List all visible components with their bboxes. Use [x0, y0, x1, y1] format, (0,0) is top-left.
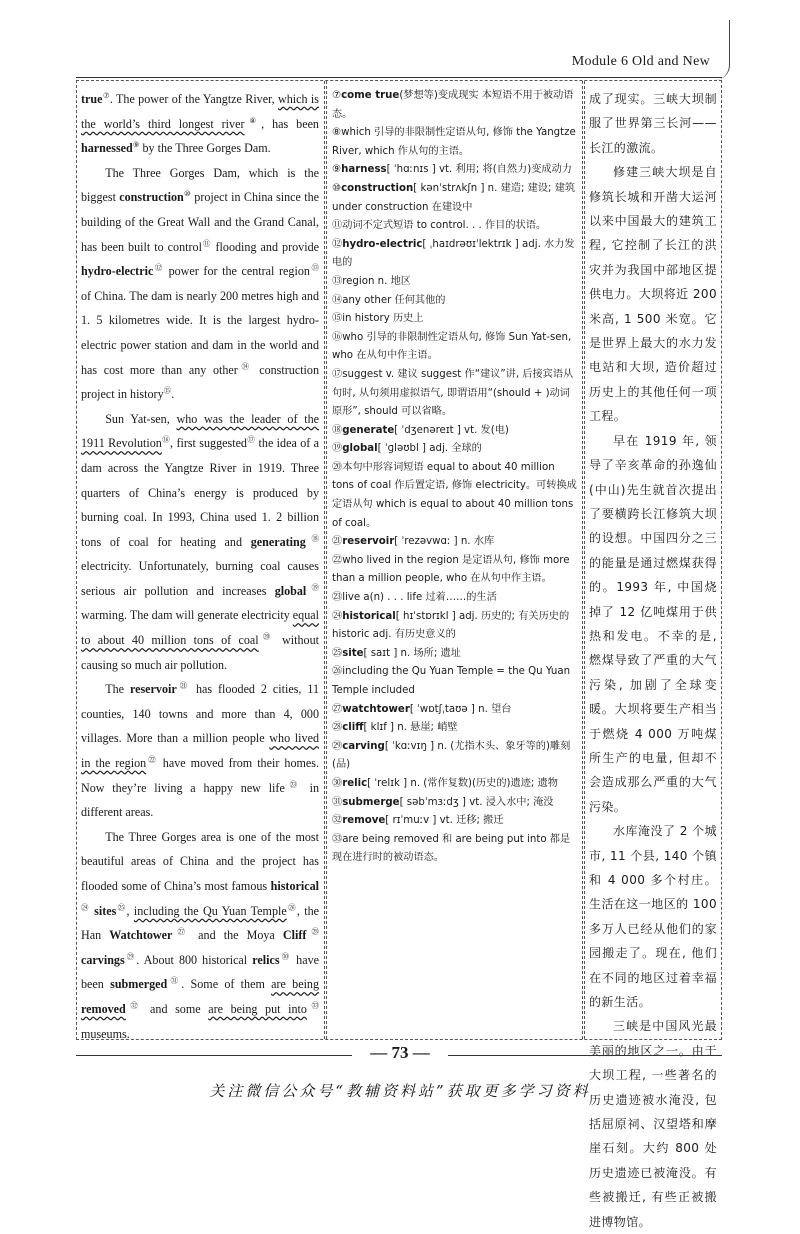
note-headword: cliff — [342, 722, 364, 734]
translation-paragraph: 早在 1919 年, 领导了辛亥革命的孙逸仙(中山)先生就首次提出了要横跨长江修筑大坝的设想。中国四分之三的能量是通过燃煤获得的。1993 年, 中国烧掉了 12 亿吨煤用于供热和发电。不幸的是, 燃煤导致了严重的大气污染, 加剧了全球变暖。大坝将要生产相当于燃烧 4 000 万吨煤所生产的电量, 但却不会造成那么严重的大气污染。 — [589, 433, 717, 814]
column-divider — [324, 81, 325, 1039]
passage-paragraph: The Three Gorges area is one of the most beautiful areas of China and the project has flooded some of China’s most famous historical$^㉔$ sites$^㉕$, including the Qu Yuan Temple$^㉖$, the Han Watchtower$^㉗$ and the Moya Cliff$^㉘$ carvings$^㉙$. About 800 historical relics$^㉚$ have been submerged$^㉛$. Some of them are being removed$^㉜$ and some are being put into$^㉝$ museums. — [81, 829, 320, 1041]
vocab-note — [332, 180, 577, 217]
note-body: any other 任何其他的 — [342, 294, 446, 306]
translation-paragraph: 修建三峡大坝是自修筑长城和开凿大运河以来中国最大的建筑工程, 它控制了长江的洪灾并为我国中部地区提供电力。大坝将近 200 米高, 1 500 米宽。它是世界上最大的水力发电站和大坝, 造价超过历史上的其他任何一项工程。 — [589, 165, 717, 424]
note-number: ㉖ — [332, 666, 343, 678]
note-body: [ ˈrelɪk ] n. (常作复数)(历史的)遗迹; 遗物 — [367, 777, 558, 789]
note-headword: relic — [342, 777, 368, 789]
note-number: ㉜ — [332, 815, 343, 827]
vocab-note — [332, 812, 577, 831]
vocab-note — [332, 663, 577, 700]
vocab-note — [332, 738, 577, 775]
note-body: [ ˌhaɪdrəʊɪˈlektrɪk ] adj. 水力发电的 — [332, 238, 575, 269]
watermark-text: 关注微信公众号“教辅资料站”获取更多学习资料 — [209, 1082, 591, 1100]
vocab-note — [332, 273, 577, 292]
vocab-note — [332, 366, 577, 422]
note-number: ⑭ — [332, 294, 343, 306]
note-body: are being removed 和 are being put into 都是现在进行时的被动语态。 — [332, 833, 571, 864]
vocab-note — [332, 701, 577, 720]
vocab-note — [332, 161, 577, 180]
note-number: ⑨ — [332, 164, 342, 176]
note-body: [ ˈrezəvwɑː ] n. 水库 — [394, 536, 495, 548]
note-body: 本句中形容词短语 equal to about 40 million tons of coal 作后置定语, 修饰 electricity。可转换成定语从句 which is equal to about 40 million tons of coal。 — [332, 461, 577, 529]
note-number: ⑳ — [332, 461, 343, 473]
note-body: [ səbˈmɜːdʒ ] vt. 浸入水中; 淹没 — [399, 796, 554, 808]
note-headword: remove — [342, 815, 386, 827]
note-number: ㉚ — [332, 777, 343, 789]
note-number: ㉔ — [332, 610, 343, 622]
translation-paragraph: 水库淹没了 2 个城市, 11 个县, 140 个镇和 4 000 多个村庄。生活在这一地区的 100 多万人已经从他们的家园搬走了。现在, 他们在不同的地区过着幸福的新生活。 — [589, 824, 717, 1010]
english-passage — [81, 87, 320, 1041]
vocab-note — [332, 794, 577, 813]
passage-paragraph: Sun Yat-sen, who was the leader of the 1911 Revolution⑯, first suggested⑰ the idea of a dam across the Yangtze River in 1919. Three quarters of China’s energy is produced by burning coal. In 1993, China used 1. 2 billion tons of coal for heating and generating⑱ electricity. Unfortunately, burning coal causes serious air pollution and increases global⑲ warming. The dam will generate electricity equal to about 40 million tons of coal⑳ without causing so much air pollution. — [81, 411, 320, 672]
note-body: [ klɪf ] n. 悬崖; 峭壁 — [363, 722, 458, 734]
note-headword: come true — [341, 90, 400, 101]
note-number: ⑮ — [332, 313, 343, 325]
note-body: [ ˈwɒtʃˌtaʊə ] n. 望台 — [409, 703, 512, 715]
header-decoration — [715, 20, 730, 80]
translation-paragraph: 三峡是中国风光最美丽的地区之一。由于大坝工程, 一些著名的历史遗迹被水淹没, 包括屈原祠、汉望塔和摩崖石刻。大约 800 处历史遗迹已被淹没。有些被搬迁, 有些正被搬进博物馆。 — [589, 1019, 717, 1229]
footer-rule — [448, 1055, 722, 1056]
vocab-note — [332, 831, 577, 868]
note-headword: historical — [342, 610, 396, 622]
note-number: ㉝ — [332, 833, 343, 845]
note-number: ⑲ — [332, 443, 343, 455]
page-number: — 73 — — [370, 1043, 430, 1062]
translation-paragraph: 成了现实。三峡大坝制服了世界第三长河——长江的激流。 — [589, 92, 717, 155]
note-body: [ ˈɡləʊbl ] adj. 全球的 — [377, 443, 482, 455]
note-body: 动词不定式短语 to control. . . 作目的状语。 — [342, 220, 547, 232]
vocabulary-notes — [332, 87, 577, 1033]
note-number: ㉓ — [332, 592, 343, 604]
vocab-note — [332, 310, 577, 329]
note-number: ⑬ — [332, 275, 343, 287]
note-number: ⑰ — [332, 368, 343, 380]
passage-paragraph: The Three Gorges Dam, which is the biggest construction⑩ project in China since the building of the Great Wall and the Grand Canal, has been built to control⑪ flooding and provide hydro-electric⑫ power for the central region⑬ of China. The dam is nearly 200 metres high and 1. 5 kilometres wide. It is the largest hydro-electric power station and dam in the world and has cost more than any other⑭ construction project in history⑮. — [81, 165, 320, 402]
note-number: ⑱ — [332, 424, 343, 436]
note-headword: site — [342, 647, 364, 659]
note-number: ㉘ — [332, 722, 343, 734]
note-body: in history 历史上 — [342, 313, 424, 325]
note-number: ㉛ — [332, 796, 343, 808]
note-number: ⑪ — [332, 220, 343, 232]
vocab-note — [332, 533, 577, 552]
note-body: who 引导的非限制性定语从句, 修饰 Sun Yat-sen, who 在从句中作主语。 — [332, 331, 572, 362]
note-headword: generate — [342, 424, 395, 436]
vocab-note — [332, 775, 577, 794]
page-header — [0, 0, 800, 80]
vocab-note — [332, 459, 577, 533]
note-number: ㉑ — [332, 536, 343, 548]
note-body: [ rɪˈmuːv ] vt. 迁移; 搬迁 — [385, 815, 504, 827]
vocab-note — [332, 292, 577, 311]
note-number: ⑩ — [332, 182, 342, 194]
note-body: who lived in the region 是定语从句, 修饰 more than a million people, who 在从句中作主语。 — [332, 554, 570, 585]
column-divider — [582, 81, 583, 1039]
note-body: live a(n) . . . life 过着……的生活 — [342, 592, 497, 604]
note-body: [ hɪˈstɒrɪkl ] adj. 历史的; 有关历史的 historic adj. 有历史意义的 — [332, 610, 570, 641]
note-headword: harness — [341, 164, 387, 176]
note-headword: reservoir — [342, 536, 395, 548]
note-body: which 引导的非限制性定语从句, 修饰 the Yangtze River, which 作从句的主语。 — [332, 127, 576, 157]
note-body: region n. 地区 — [342, 275, 411, 287]
vocab-note — [332, 719, 577, 738]
note-body: (梦想等)变成现实 本短语不用于被动语态。 — [332, 90, 574, 120]
note-body: [ ˈhɑːnɪs ] vt. 利用; 将(自然力)变成动力 — [386, 164, 572, 176]
note-number: ⑧ — [332, 127, 342, 139]
note-number: ㉗ — [332, 703, 343, 715]
header-rule — [76, 77, 722, 78]
vocab-note — [332, 329, 577, 366]
note-body: [ kənˈstrʌkʃn ] n. 建造; 建设; 建筑 under construction 在建设中 — [332, 182, 576, 213]
note-number: ⑯ — [332, 331, 343, 343]
note-headword: construction — [341, 182, 414, 194]
note-headword: hydro-electric — [342, 238, 423, 250]
passage-paragraph: The reservoir$^㉑$ has flooded 2 cities, 11 counties, 140 towns and more than 4, 000 villages. More than a million people who lived in the region$^㉒$ have moved from their homes. Now they’re living a happy new life$^㉓$ in different areas. — [81, 681, 320, 820]
note-body: [ saɪt ] n. 场所; 遗址 — [363, 647, 461, 659]
note-body: [ ˈdʒenəreɪt ] vt. 发(电) — [394, 424, 509, 436]
note-headword: global — [342, 443, 378, 455]
note-body: including the Qu Yuan Temple = the Qu Yuan Temple included — [332, 666, 571, 696]
vocab-note — [332, 236, 577, 273]
vocab-note — [332, 589, 577, 608]
vocab-note — [332, 440, 577, 459]
module-title: Module 6 Old and New — [571, 54, 710, 69]
note-headword: carving — [342, 740, 385, 752]
vocab-note — [332, 422, 577, 441]
note-number: ㉙ — [332, 740, 343, 752]
passage-paragraph: true⑦. The power of the Yangtze River, which is the world’s third longest river⑧, has been harnessed⑨ by the Three Gorges Dam. — [81, 90, 319, 156]
note-number: ⑫ — [332, 238, 343, 250]
note-number: ⑦ — [332, 90, 342, 101]
column-divider — [584, 81, 585, 1039]
vocab-note — [332, 608, 577, 645]
vocab-note — [332, 124, 577, 161]
note-number: ㉒ — [332, 554, 343, 566]
vocab-note — [332, 87, 577, 124]
column-divider — [326, 81, 327, 1039]
page-footer — [0, 1043, 800, 1073]
note-body: suggest v. 建议 suggest 作“建议”讲, 后接宾语从句时, 从句须用虚拟语气, 即谓语用“(should + )动词原形”, should 可以省略。 — [332, 368, 574, 418]
note-number: ㉕ — [332, 647, 343, 659]
note-headword: submerge — [342, 796, 400, 808]
chinese-translation — [589, 87, 717, 1229]
note-headword: watchtower — [342, 703, 410, 715]
vocab-note — [332, 217, 577, 236]
note-body: [ ˈkɑːvɪŋ ] n. (尤指木头、象牙等的)雕刻(品) — [332, 740, 571, 771]
vocab-note — [332, 645, 577, 664]
vocab-note — [332, 552, 577, 589]
